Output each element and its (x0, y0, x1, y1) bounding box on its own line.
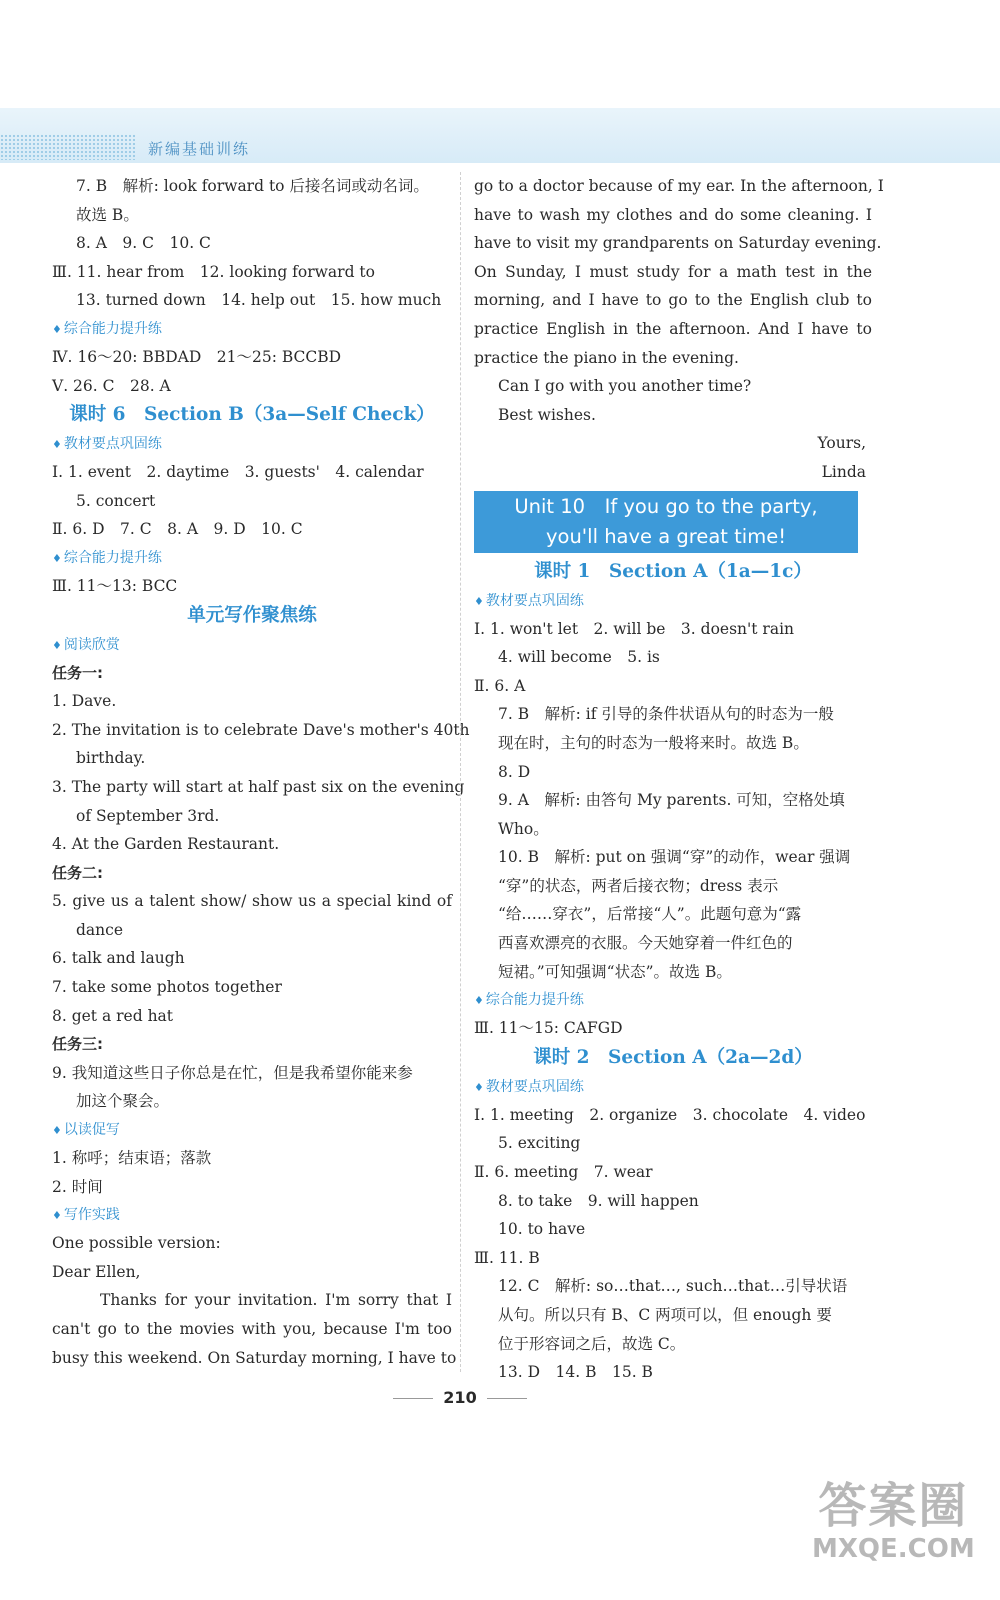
text-line: 位于形容词之后，故选 C。 (498, 1334, 686, 1353)
text-line: 西喜欢漂亮的衣服。今天她穿着一件红色的 (498, 934, 793, 953)
right-column (474, 172, 884, 1387)
section-title: 课时 1 Section A（1a—1c） (534, 560, 812, 582)
section-title: 课时 2 Section A（2a—2d） (533, 1046, 813, 1068)
task-label: 任务一: (52, 663, 103, 682)
letter-signoff: Linda (821, 462, 866, 481)
subsection-label: ♦ 教材要点巩固练 (474, 587, 872, 615)
paragraph-line: Thanks for your invitation. I'm sorry that I (100, 1291, 452, 1310)
text-line: Ⅰ. 1. meeting 2. organize 3. chocolate 4. video (474, 1105, 866, 1124)
text-line: 从句。所以只有 B、C 两项可以，但 enough 要 (498, 1306, 832, 1324)
text-line: Can I go with you another time? (498, 377, 752, 396)
subsection-label: ♦ 教材要点巩固练 (52, 430, 452, 458)
text-line: 13. turned down 14. help out 15. how much (76, 291, 442, 310)
page-number-block (0, 1388, 920, 1407)
subsection-label: ♦ 阅读欣赏 (52, 631, 452, 659)
text-line: 10. B 解析: put on 强调“穿”的动作，wear 强调 (498, 848, 851, 867)
paragraph-line: practice English in the afternoon. And I have to (474, 319, 872, 338)
text-line: dance (76, 920, 123, 939)
paragraph-line: On Sunday, I must study for a math test in the (474, 262, 872, 281)
text-line: Ⅲ. 11. B (474, 1248, 540, 1267)
text-line: 故选 B。 (76, 205, 139, 224)
header-dot-pattern (0, 134, 135, 160)
unit-title-banner (474, 491, 858, 553)
text-line: Ⅴ. 26. C 28. A (52, 376, 171, 395)
text-line: practice the piano in the evening. (474, 348, 739, 367)
text-line: 5. exciting (498, 1134, 581, 1153)
text-line: 9. A 解析: 由答句 My parents. 可知，空格处填 (498, 791, 845, 810)
section-title: 课时 6 Section B（3a—Self Check） (69, 404, 435, 426)
paragraph-line: have to visit my grandparents on Saturday evening. (474, 234, 882, 253)
subsection-label: ♦ 教材要点巩固练 (474, 1073, 872, 1101)
text-line: Dear Ellen, (52, 1262, 141, 1281)
text-line: Best wishes. (498, 405, 596, 424)
text-line: 8. A 9. C 10. C (76, 234, 211, 253)
text-line: 9. 我知道这些日子你总是在忙，但是我希望你能来参 (52, 1063, 413, 1082)
task-label: 任务二: (52, 863, 103, 882)
subsection-label: ♦ 写作实践 (52, 1201, 452, 1229)
text-line: 4. At the Garden Restaurant. (52, 835, 280, 854)
unit-title-line: you'll have a great time! (545, 524, 787, 548)
text-line: 1. 称呼；结束语；落款 (52, 1149, 212, 1168)
text-line: 8. D (498, 762, 531, 781)
text-line: 4. will become 5. is (498, 648, 660, 667)
text-line: Ⅲ. 11. hear from 12. looking forward to (52, 262, 375, 281)
text-line: 7. take some photos together (52, 978, 282, 997)
text-line: 7. B 解析: look forward to 后接名词或动名词。 (76, 177, 429, 195)
text-line: 12. C 解析: so…that…, such…that…引导状语 (498, 1277, 848, 1296)
text-line: “穿”的状态，两者后接衣物；dress 表示 (498, 876, 779, 895)
watermark-text: 答案圈 (818, 1478, 969, 1534)
text-line: Ⅱ. 6. meeting 7. wear (474, 1163, 653, 1182)
text-line: 8. get a red hat (52, 1006, 174, 1025)
text-line: 6. talk and laugh (52, 949, 185, 968)
subsection-label: ♦ 以读促写 (52, 1116, 452, 1144)
column-divider (460, 172, 461, 1372)
text-line: 2. 时间 (52, 1177, 103, 1196)
paragraph-line: go to a doctor because of my ear. In the afternoon, I (474, 177, 884, 195)
text-line: One possible version: (52, 1234, 221, 1253)
text-line: Ⅰ. 1. won't let 2. will be 3. doesn't rain (474, 619, 795, 638)
text-line: Ⅳ. 16～20: BBDAD 21～25: BCCBD (52, 347, 342, 366)
task-label: 任务三: (52, 1035, 103, 1054)
text-line: Ⅲ. 11～15: CAFGD (474, 1019, 623, 1038)
text-line: Who。 (498, 819, 549, 838)
subsection-label: ♦ 综合能力提升练 (474, 986, 872, 1014)
text-line: Ⅱ. 6. A (474, 676, 526, 695)
text-line: 13. D 14. B 15. B (498, 1363, 653, 1382)
letter-signoff: Yours, (817, 434, 866, 453)
text-line: Ⅰ. 1. event 2. daytime 3. guests' 4. calendar (52, 463, 424, 482)
watermark-logo (812, 1478, 975, 1564)
text-line: 短裙。”可知强调“状态”。故选 B。 (498, 962, 732, 981)
text-line: of September 3rd. (76, 806, 220, 825)
subsection-label: ♦ 综合能力提升练 (52, 544, 452, 572)
book-title: 新编基础训练 (148, 140, 251, 158)
text-line: 1. Dave. (52, 692, 117, 711)
paragraph-line: have to wash my clothes and do some cleaning. I (474, 205, 872, 224)
paragraph-line: 5. give us a talent show/ show us a special kind of (52, 892, 452, 911)
text-line: 7. B 解析: if 引导的条件状语从句的时态为一般 (498, 705, 834, 724)
unit-title-line: Unit 10 If you go to the party, (514, 494, 818, 518)
text-line: Ⅲ. 11～13: BCC (52, 576, 178, 595)
text-line: 5. concert (76, 491, 156, 510)
watermark-url: MXQE.COM (812, 1534, 975, 1564)
text-line: 现在时，主句的时态为一般将来时。故选 B。 (498, 733, 809, 752)
text-line: 10. to have (498, 1220, 586, 1239)
paragraph-line: morning, and I have to go to the English club to (474, 291, 872, 310)
paragraph-line: 2. The invitation is to celebrate Dave's mother's 40th (52, 720, 470, 739)
section-title: 单元写作聚焦练 (187, 604, 317, 626)
text-line: 加这个聚会。 (76, 1092, 170, 1111)
text-line: Ⅱ. 6. D 7. C 8. A 9. D 10. C (52, 520, 303, 539)
text-line: “给……穿衣”，后常接“人”。此题句意为“露 (498, 905, 802, 924)
left-column (52, 172, 470, 1372)
paragraph-line: busy this weekend. On Saturday morning, I have to (52, 1348, 457, 1367)
paragraph-line: 3. The party will start at half past six on the evening (52, 777, 465, 796)
text-line: 8. to take 9. will happen (498, 1191, 699, 1210)
subsection-label: ♦ 综合能力提升练 (52, 315, 452, 343)
text-line: birthday. (76, 749, 146, 768)
page-number: 210 (443, 1388, 477, 1407)
paragraph-line: can't go to the movies with you, because I'm too (52, 1320, 452, 1338)
